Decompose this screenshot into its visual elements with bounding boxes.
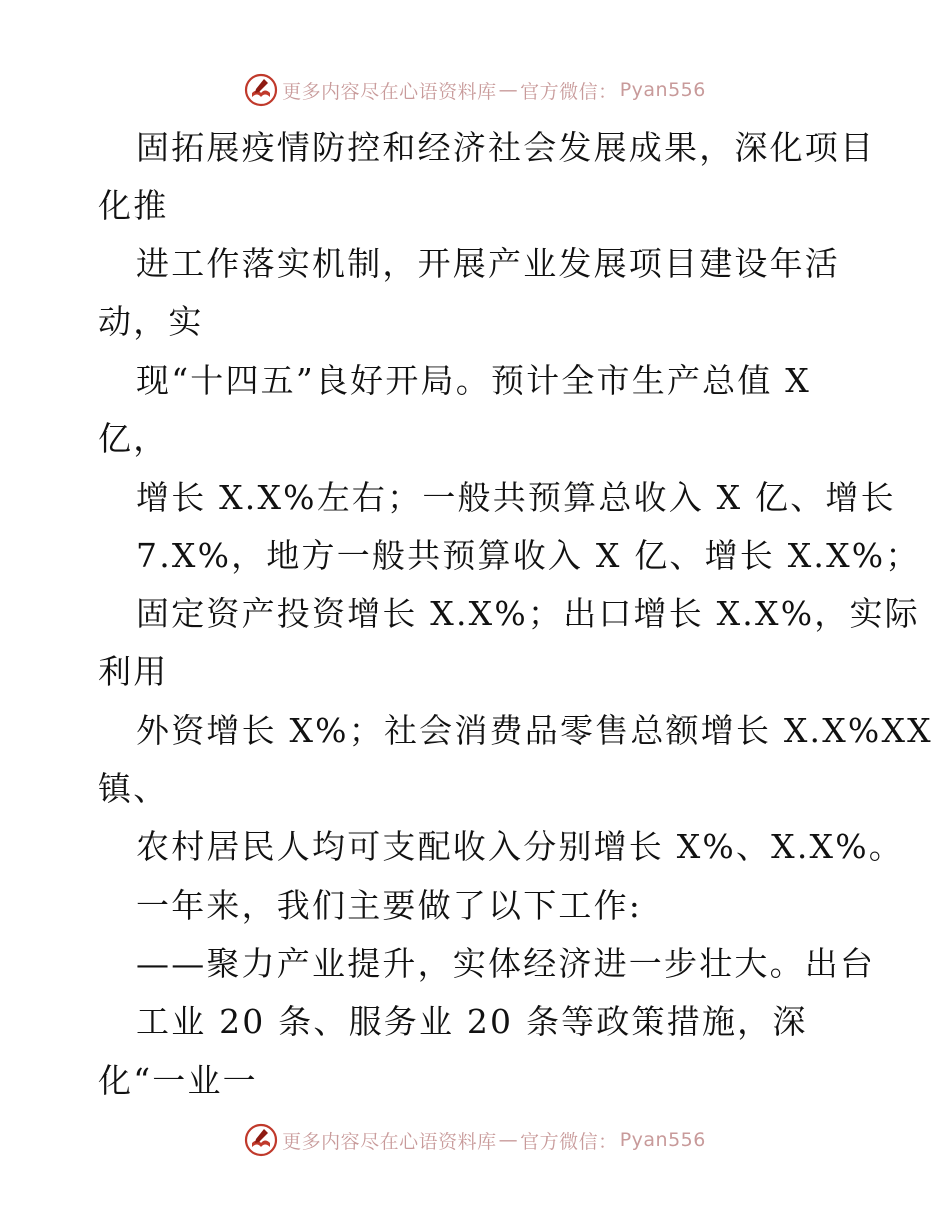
watermark-separator: — (498, 1129, 519, 1151)
body-line: 外资增长 X%；社会消费品零售总额增长 X.X%XX (136, 711, 933, 750)
book-pen-logo-icon (244, 1123, 278, 1157)
body-line: ——聚力产业提升，实体经济进一步壮大。出台 (136, 944, 876, 983)
watermark-text: 更多内容尽在心语资料库 (282, 80, 497, 103)
body-line: 增长 X.X%左右；一般共预算总收入 X 亿、增长 (136, 478, 896, 517)
body-line: 动，实 (98, 302, 204, 341)
body-line: 进工作落实机制，开展产业发展项目建设年活 (136, 244, 840, 283)
wechat-id: Pyan556 (619, 79, 706, 101)
body-line: 一年来，我们主要做了以下工作: (136, 886, 643, 925)
wechat-label: 官方微信： (520, 1130, 618, 1153)
body-line: 现“十四五”良好开局。预计全市生产总值 X (136, 361, 811, 400)
body-line: 镇、 (98, 769, 169, 808)
body-line: 农村居民人均可支配收入分别增长 X%、X.X%。 (136, 827, 904, 866)
body-line: 化“一业一 (98, 1061, 258, 1100)
body-line: 亿， (98, 419, 169, 458)
body-line: 7.X%，地方一般共预算收入 X 亿、增长 X.X%； (136, 536, 921, 575)
watermark-text: 更多内容尽在心语资料库 (282, 1130, 497, 1153)
body-line: 利用 (98, 652, 169, 691)
body-line: 工业 20 条、服务业 20 条等政策措施，深 (136, 1002, 808, 1041)
body-line: 固定资产投资增长 X.X%；出口增长 X.X%，实际 (136, 594, 920, 633)
footer-watermark (0, 1120, 950, 1160)
header-watermark (0, 70, 950, 110)
wechat-id: Pyan556 (619, 1129, 706, 1151)
body-line: 化推 (98, 186, 169, 225)
watermark-separator: — (498, 79, 519, 101)
book-pen-logo-icon (244, 73, 278, 107)
wechat-label: 官方微信： (520, 80, 618, 103)
body-line: 固拓展疫情防控和经济社会发展成果，深化项目 (136, 128, 876, 167)
